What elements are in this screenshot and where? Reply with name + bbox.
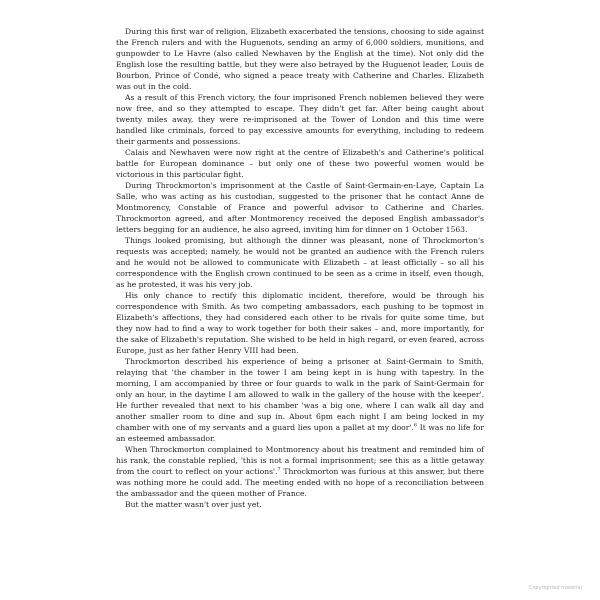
paragraph-3: Calais and Newhaven were now right at the centre of Elizabeth's and Catherine's political battle for European dominance – but only one of these two powerful women would be victorious in this particular fight.	[116, 148, 484, 179]
paragraph-8-text: When Throckmorton complained to Montmorency about his treatment and reminded him of his rank, the constable replied, 'this is not a formal imprisonment; see this as a little getaway from the court to reflect on your actions'.	[116, 445, 484, 476]
paragraph-9: But the matter wasn't over just yet.	[125, 500, 262, 509]
paragraph-6: His only chance to rectify this diplomatic incident, therefore, would be through his correspondence with Smith. As two competing ambassadors, each pushing to be topmost in Elizabeth's affections, they had considered each other to be rivals for quite some time, but they now had to find a way to work together for both their sakes – and, more importantly, for the sake of Elizabeth's reputation. She wished to be held in high regard, or even feared, across Europe, just as her father Henry VIII had been.	[116, 291, 484, 355]
paragraph-8	[116, 444, 484, 499]
paragraph-5: Things looked promising, but although the dinner was pleasant, none of Throckmorton's requests was accepted; namely, he would not be granted an audience with the French rulers and he would not be allowed to communicate with Elizabeth – at least officially – so all his correspondence with the English crown continued to be seen as a crime in itself, even though, as he protested, it was his very job.	[116, 236, 484, 289]
paragraph-2: As a result of this French victory, the four imprisoned French noblemen believed they were now free, and so they attempted to escape. They didn't get far. After being caught about twenty miles away, they were re-imprisoned at the Tower of London and this time were handled like criminals, forced to pay excessive amounts for everything, including to redeem their garments and possessions.	[116, 93, 484, 146]
paragraph-1: During this first war of religion, Elizabeth exacerbated the tensions, choosing to side against the French rulers and with the Huguenots, sending an army of 6,000 soldiers, munitions, and gunpowder to Le Havre (also called Newhaven by the English at the time). Not only did the English lose the resulting battle, but they were also betrayed by the Huguenot leader, Louis de Bourbon, Prince of Condé, who signed a peace treaty with Catherine and Charles. Elizabeth was out in the cold.	[116, 27, 484, 91]
book-page-text	[116, 26, 484, 510]
footnote-mark-7: 7	[277, 466, 281, 473]
paragraph-7-tail: It was no life for an esteemed ambassador.	[116, 423, 484, 443]
copyright-watermark: Copyrighted material	[528, 585, 582, 591]
paragraph-7	[116, 356, 484, 444]
footnote-mark-6: 6	[413, 422, 418, 429]
paragraph-4: During Throckmorton's imprisonment at the Castle of Saint-Germain-en-Laye, Captain La Salle, who was acting as his custodian, suggested to the prisoner that he contact Anne de Montmorency, Constable of France and powerful advisor to Catherine and Charles. Throckmorton agreed, and after Montmorency received the deposed English ambassador's letters begging for an audience, he also agreed, inviting him for dinner on 1 October 1563.	[116, 181, 484, 234]
paragraph-8-tail: Throckmorton was furious at this answer, but there was nothing more he could add. The meeting ended with no hope of a reconciliation between the ambassador and the queen mother of France.	[116, 467, 484, 498]
paragraph-7-text: Throckmorton described his experience of being a prisoner at Saint-Germain to Smith, relaying that 'the chamber in the tower I am being kept in is hung with tapestry. In the morning, I am accompanied by three or four guards to walk in the park of Saint-Germain for only an hour, in the daytime I am allowed to walk in the gallery of the house with the keeper'. He further revealed that next to his chamber 'was a big one, where I can walk all day and another smaller room to dine and sup in. About 6pm each night I am being locked in my chamber with one of my servants and a guard lies upon a pallet at my door'.	[116, 357, 484, 432]
